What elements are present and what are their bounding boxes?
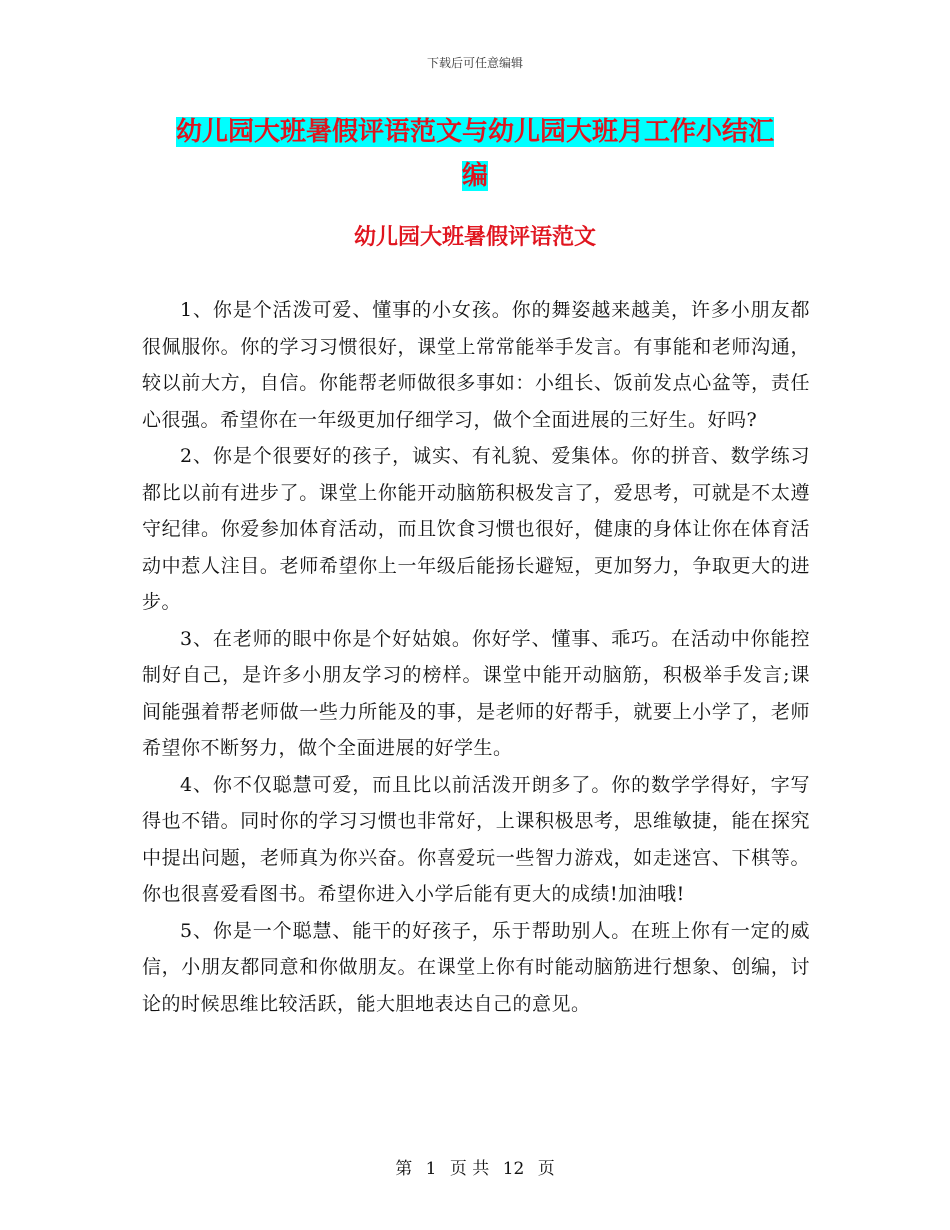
body-text	[142, 292, 810, 1022]
document-title	[0, 110, 950, 198]
header-note: 下载后可任意编辑	[426, 56, 523, 70]
paragraph-3: 3、在老师的眼中你是个好姑娘。你好学、懂事、乖巧。在活动中你能控制好自己，是许多小朋友学习的榜样。课堂中能开动脑筋，积极举手发言;课间能强着帮老师做一些力所能及的事，是老师的好帮手，就要上小学了，老师希望你不断努力，做个全面进展的好学生。	[142, 627, 810, 759]
page-footer	[0, 1154, 950, 1179]
document-title-line2: 编	[461, 161, 488, 191]
page-label-mid: 页 共	[449, 1159, 490, 1179]
paragraph-5: 5、你是一个聪慧、能干的好孩子，乐于帮助别人。在班上你有一定的威信，小朋友都同意和你做朋友。在课堂上你有时能动脑筋进行想象、创编，讨论的时候思维比较活跃，能大胆地表达自己的意见。	[142, 919, 810, 1015]
page-label-suffix: 页	[537, 1159, 555, 1179]
paragraph-2: 2、你是个很要好的孩子，诚实、有礼貌、爱集体。你的拼音、数学练习都比以前有进步了。课堂上你能开动脑筋积极发言了，爱思考，可就是不太遵守纪律。你爱参加体育活动，而且饮食习惯也很好，健康的身体让你在体育活动中惹人注目。老师希望你上一年级后能扬长避短，更加努力，争取更大的进步。	[142, 445, 810, 613]
section-title: 幼儿园大班暑假评语范文	[353, 225, 596, 250]
page-label-prefix: 第	[395, 1159, 413, 1179]
document-title-line1: 幼儿园大班暑假评语范文与幼儿园大班月工作小结汇	[175, 117, 774, 147]
total-pages: 12	[502, 1159, 525, 1179]
page-number: 1	[425, 1159, 437, 1179]
paragraph-4: 4、你不仅聪慧可爱，而且比以前活泼开朗多了。你的数学学得好，字写得也不错。同时你的学习习惯也非常好，上课积极思考，思维敏捷，能在探究中提出问题，老师真为你兴奋。你喜爱玩一些智力游戏，如走迷宫、下棋等。你也很喜爱看图书。希望你进入小学后能有更大的成绩!加油哦!	[142, 773, 810, 905]
paragraph-1: 1、你是个活泼可爱、懂事的小女孩。你的舞姿越来越美，许多小朋友都很佩服你。你的学习习惯很好，课堂上常常能举手发言。有事能和老师沟通，较以前大方，自信。你能帮老师做很多事如：小组长、饭前发点心盆等，责任心很强。希望你在一年级更加仔细学习，做个全面进展的三好生。好吗?	[142, 299, 810, 431]
